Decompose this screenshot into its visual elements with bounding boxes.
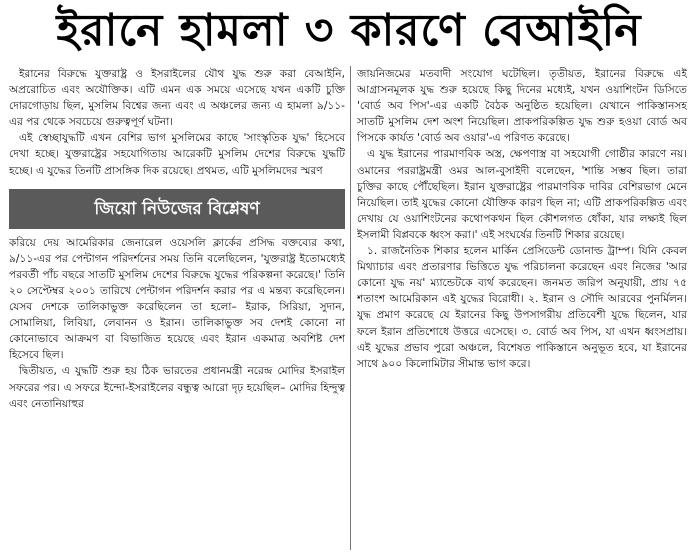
paragraph: জায়নিজমের মতবাদী সংযোগ ঘটেছিল। তৃতীয়ত, ইরানের বিরুদ্ধে এই আগ্রাসনমূলক যুদ্ধ শুরু হয়েছে কিছু দিনের মধ্যেই, যখন ওয়াশিংটন ডিসিতে 'বোর্ড অব পিস'-এর একটি বৈঠক অনুষ্ঠিত হয়েছিল। যেখানে পাকিস্তানসহ সাতটি মুসলিম দেশ অংশ নিয়েছিল। প্রাকপরিকল্পিত যুদ্ধ শুরু হওয়া বোর্ড অব পিসকে কার্যত 'বোর্ড অব ওয়ার'-এ পরিণত করেছে।	[357, 68, 687, 145]
left-column	[9, 66, 345, 550]
column-divider	[350, 66, 351, 550]
section-heading: জিয়ো নিউজের বিশ্লেষণ	[94, 198, 260, 219]
paragraph: এ যুদ্ধ ইরানের পারমাণবিক অস্ত্র, ক্ষেপণাস্ত্র বা সহযোগী গোষ্ঠীর কারণে নয়। ওমানের পররাষ্ট্রমন্ত্রী ওমর আল-বুসাইদী বলেছেন, 'শান্তি সম্ভব ছিল। তারা চুক্তির কাছে পৌঁছেছিল। ইরান যুক্তরাষ্ট্রের পারমাণবিক দাবির বেশিরভাগ মেনে নিয়েছিল। তাই যুদ্ধের কোনো যৌক্তিক কারণ ছিল না; এটি প্রাকপরিকল্পিত এবং দেখায় যে ওয়াশিংটনের কথোপকথন ছিল কৌশলগত ধোঁকা, যার লক্ষ্যই ছিল ইসলামী বিপ্লবকে ধ্বংস করা।' এই সংঘর্ষের তিনটি শিকার রয়েছে।	[357, 148, 687, 241]
paragraph: ১. রাজনৈতিক শিকার হলেন মার্কিন প্রেসিডেন্ট ডোনাল্ড ট্রাম্প। যিনি কেবল মিথ্যাচার এবং প্রতারণার ভিত্তিতে যুদ্ধ পরিচালনা করেছেন এবং নিজের 'আর কোনো যুদ্ধ নয়' ম্যান্ডেটকে ব্যর্থ করেছেন। জনমত জরিপ অনুযায়ী, প্রায় ৭৫ শতাংশ আমেরিকান এই যুদ্ধের বিরোধী। ২. ইরান ও সৌদি আরবের পুনর্মিলন। যুদ্ধ প্রমাণ করেছে যে ইরানের কিছু উপসাগরীয় প্রতিবেশী যুদ্ধে ছিলেন, যার ফলে ইরান প্রতিশোধে উত্তরে এসেছে। ৩. বোর্ড অব পিস, যা এখন ধ্বংসপ্রায়। এই যুদ্ধের প্রভাব পুরো অঞ্চলে, বিশেষত পাকিস্তানে অনুভূত হবে, যা ইরানের সাথে ৯০০ কিলোমিটার সীমান্ত ভাগ করে।	[357, 245, 687, 370]
section-heading-box	[9, 189, 345, 229]
paragraph: ইরানের বিরুদ্ধে যুক্তরাষ্ট্র ও ইসরাইলের যৌথ যুদ্ধ শুরু করা বেআইনি, অপ্ররোচিত এবং অযৌক্তিক। এটি এমন এক সময়ে এসেছে যখন একটি চুক্তি দোরগোড়ায় ছিল, মুসলিম বিশ্বের জন্য এবং এ অঞ্চলের জন্য এ হামলা ৯/১১-এর পর থেকে সবচেয়ে গুরুত্বপূর্ণ ঘটনা।	[9, 68, 345, 129]
headline: ইরানে হামলা ৩ কারণে বেআইনি	[56, 5, 642, 56]
paragraph: এই স্বেচ্ছাযুদ্ধটি এখন বেশির ভাগ মুসলিমের কাছে 'সাংস্কৃতিক যুদ্ধ' হিসেবে দেখা হচ্ছে। যুক্তরাষ্ট্রের সহযোগিতায় আরেকটি মুসলিম দেশের বিরুদ্ধে যুদ্ধটি হচ্ছে। এ যুদ্ধের তিনটি প্রাসঙ্গিক দিক রয়েছে। প্রথমত, এটি মুসলিমদের স্মরণ	[9, 132, 345, 177]
paragraph: করিয়ে দেয় আমেরিকার জেনারেল ওয়েসলি ক্লার্কের প্রসিদ্ধ বক্তব্যের কথা, ৯/১১-এর পর পেন্টাগন পরিদর্শনের সময় তিনি বলেছিলেন, 'যুক্তরাষ্ট্র ইতোমধ্যেই পরবর্তী পাঁচ বছরে সাতটি মুসলিম দেশের বিরুদ্ধে যুদ্ধের পরিকল্পনা করেছে।' তিনি ২০ সেপ্টেম্বর ২০০১ তারিখে পেন্টাগন পরিদর্শন করার পর এ মন্তব্য করেছিলেন। যেসব দেশকে তালিকাভুক্ত করেছিলেন তা হলো– ইরাক, সিরিয়া, সুদান, সোমালিয়া, লিবিয়া, লেবানন ও ইরান। তালিকাভুক্ত সব দেশই কোনো না কোনোভাবে আক্রমণ বা বিভাজিত হয়েছে এবং ইরান একমাত্র অবশিষ্ট দেশ হিসেবে ছিল।	[9, 236, 345, 362]
paragraph: দ্বিতীয়ত, এ যুদ্ধটি শুরু হয় ঠিক ভারতের প্রধানমন্ত্রী নরেন্দ্র মোদির ইসরাইল সফরের পর। এ সফরে ইন্দো-ইসরাইলের বন্ধুত্ব আরো দৃঢ় হয়েছিল– মোদির হিন্দুত্ব এবং নেতানিয়াহুর	[9, 365, 345, 410]
right-column	[357, 66, 687, 550]
